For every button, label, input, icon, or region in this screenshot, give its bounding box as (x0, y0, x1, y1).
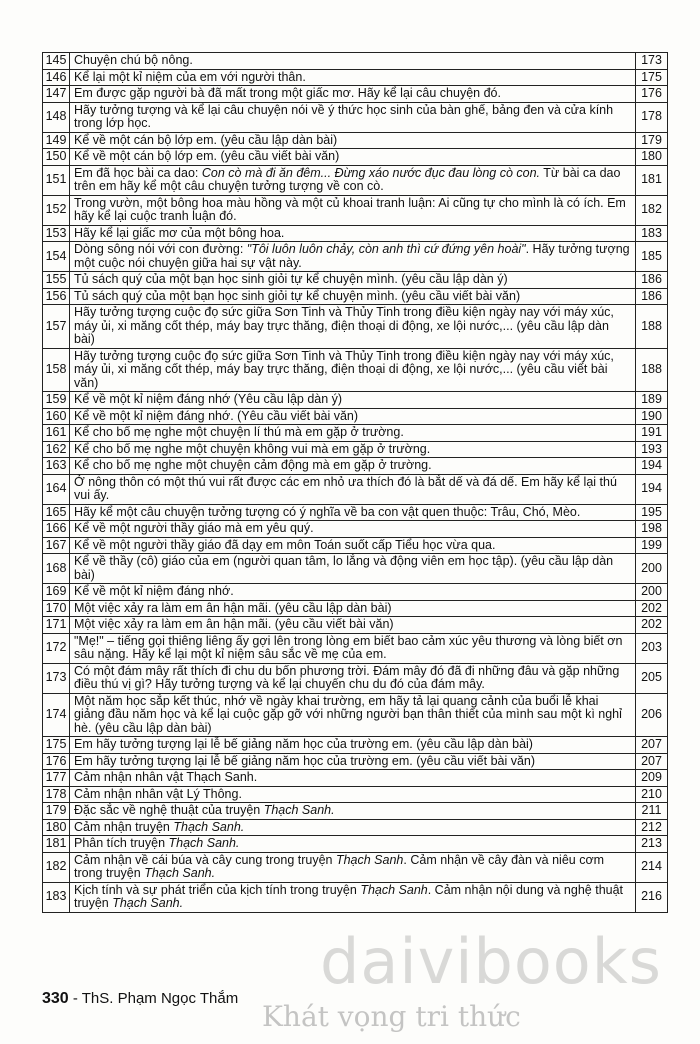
table-row (43, 288, 668, 305)
row-title: Cảm nhận truyện Thạch Sanh. (70, 819, 636, 836)
row-page: 207 (636, 753, 668, 770)
table-row (43, 803, 668, 820)
row-title: Cảm nhận về cái búa và cây cung trong truyện Thạch Sanh. Cảm nhận về cây đàn và niêu cơm trong truyện Thạch Sanh. (70, 852, 636, 882)
table-row (43, 737, 668, 754)
row-title: Một năm học sắp kết thúc, nhớ về ngày khai trường, em hãy tả lại quang cảnh của buổi lễ khai giảng đầu năm học và kể lại cuộc gặp gỡ với những người bạn thân thiết của mình sau một kì nghỉ hè. (yêu cầu lập dàn bài) (70, 693, 636, 737)
table-row (43, 425, 668, 442)
table-row (43, 633, 668, 663)
row-number: 175 (43, 737, 70, 754)
author-name: ThS. Phạm Ngọc Thắm (81, 990, 239, 1007)
row-number: 152 (43, 195, 70, 225)
row-number: 150 (43, 149, 70, 166)
row-page: 194 (636, 474, 668, 504)
row-title: Dòng sông nói với con đường: "Tôi luôn luôn chảy, còn anh thì cứ đứng yên hoài". Hãy tưởng tượng một cuộc nói chuyện giữa hai sự vật này. (70, 242, 636, 272)
row-number: 180 (43, 819, 70, 836)
table-row (43, 392, 668, 409)
row-title: Tủ sách quý của một bạn học sinh giỏi tự kể chuyện mình. (yêu cầu lập dàn ý) (70, 272, 636, 289)
row-page: 175 (636, 69, 668, 86)
row-number: 178 (43, 786, 70, 803)
row-page: 189 (636, 392, 668, 409)
row-number: 163 (43, 458, 70, 475)
watermark-logo: daivibooks (320, 925, 662, 998)
row-number: 181 (43, 836, 70, 853)
table-row (43, 225, 668, 242)
row-page: 203 (636, 633, 668, 663)
page-footer (42, 990, 238, 1008)
row-number: 169 (43, 584, 70, 601)
row-number: 183 (43, 882, 70, 912)
table-row (43, 132, 668, 149)
table-row (43, 786, 668, 803)
row-page: 173 (636, 53, 668, 70)
row-number: 176 (43, 753, 70, 770)
row-title: Kể về một kỉ niệm đáng nhớ. (Yêu cầu viết bài văn) (70, 408, 636, 425)
row-title: Kịch tính và sự phát triển của kịch tính trong truyện Thạch Sanh. Cảm nhận nội dung và nghệ thuật truyện Thạch Sanh. (70, 882, 636, 912)
table-row (43, 474, 668, 504)
row-title: Hãy tưởng tượng cuộc đọ sức giữa Sơn Tinh và Thủy Tinh trong điều kiện ngày nay với máy xúc, máy ủi, xi măng cốt thép, máy bay trực thăng, điện thoại di động, xe lội nước,... (yêu cầu lập dàn bài) (70, 305, 636, 349)
row-title: Kể về thầy (cô) giáo của em (người quan tâm, lo lắng và động viên em học tập). (yêu cầu lập dàn bài) (70, 554, 636, 584)
table-row (43, 165, 668, 195)
row-title: Kể về một người thầy giáo đã dạy em môn Toán suốt cấp Tiểu học vừa qua. (70, 537, 636, 554)
row-page: 181 (636, 165, 668, 195)
row-number: 162 (43, 441, 70, 458)
row-page: 180 (636, 149, 668, 166)
row-title: Kể về một kỉ niệm đáng nhớ. (70, 584, 636, 601)
page-number: 330 (42, 990, 69, 1007)
row-number: 146 (43, 69, 70, 86)
row-title: Kể cho bố mẹ nghe một chuyện lí thú mà em gặp ở trường. (70, 425, 636, 442)
table-row (43, 348, 668, 392)
table-row (43, 53, 668, 70)
row-title: Cảm nhận nhân vật Lý Thông. (70, 786, 636, 803)
row-title: Kể cho bố mẹ nghe một chuyện không vui mà em gặp ở trường. (70, 441, 636, 458)
row-page: 209 (636, 770, 668, 787)
table-row (43, 882, 668, 912)
row-number: 177 (43, 770, 70, 787)
row-number: 170 (43, 600, 70, 617)
row-title: Phân tích truyện Thạch Sanh. (70, 836, 636, 853)
row-page: 200 (636, 554, 668, 584)
row-number: 166 (43, 521, 70, 538)
table-of-contents (42, 52, 668, 913)
table-row (43, 753, 668, 770)
row-title: Em đã học bài ca dao: Con cò mà đi ăn đêm... Đừng xáo nước đục đau lòng cò con. Từ bài ca dao trên em hãy kể một câu chuyện tưởng tượng về con cò. (70, 165, 636, 195)
row-number: 179 (43, 803, 70, 820)
row-page: 207 (636, 737, 668, 754)
row-number: 168 (43, 554, 70, 584)
row-page: 195 (636, 504, 668, 521)
row-page: 214 (636, 852, 668, 882)
row-title: Kể về một kỉ niệm đáng nhớ (Yêu cầu lập dàn ý) (70, 392, 636, 409)
table-row (43, 86, 668, 103)
row-number: 158 (43, 348, 70, 392)
row-page: 202 (636, 600, 668, 617)
row-page: 194 (636, 458, 668, 475)
row-page: 193 (636, 441, 668, 458)
row-title: Ở nông thôn có một thú vui rất được các em nhỏ ưa thích đó là bắt dế và đá dế. Em hãy kể lại thú vui ấy. (70, 474, 636, 504)
row-title: Hãy tưởng tượng cuộc đọ sức giữa Sơn Tinh và Thủy Tinh trong điều kiện ngày nay với máy xúc, máy ủi, xi măng cốt thép, máy bay trực thăng, điện thoại di động, xe lội nước,... (yêu cầu viết bài văn) (70, 348, 636, 392)
row-page: 190 (636, 408, 668, 425)
table-row (43, 537, 668, 554)
row-page: 188 (636, 348, 668, 392)
table-row (43, 149, 668, 166)
row-number: 157 (43, 305, 70, 349)
table-row (43, 617, 668, 634)
row-number: 182 (43, 852, 70, 882)
row-number: 167 (43, 537, 70, 554)
row-number: 174 (43, 693, 70, 737)
table-row (43, 600, 668, 617)
row-title: Kể lại một kỉ niệm của em với người thân. (70, 69, 636, 86)
row-number: 164 (43, 474, 70, 504)
row-page: 191 (636, 425, 668, 442)
row-title: Một việc xảy ra làm em ân hận mãi. (yêu cầu lập dàn bài) (70, 600, 636, 617)
row-number: 148 (43, 102, 70, 132)
row-page: 212 (636, 819, 668, 836)
watermark-slogan: Khát vọng tri thức (262, 1000, 521, 1033)
row-page: 213 (636, 836, 668, 853)
table-row (43, 441, 668, 458)
row-number: 171 (43, 617, 70, 634)
row-page: 200 (636, 584, 668, 601)
table-row (43, 195, 668, 225)
row-page: 205 (636, 663, 668, 693)
row-page: 211 (636, 803, 668, 820)
row-number: 154 (43, 242, 70, 272)
row-title: Hãy kể một câu chuyện tưởng tượng có ý nghĩa về ba con vật quen thuộc: Trâu, Chó, Mèo. (70, 504, 636, 521)
row-page: 185 (636, 242, 668, 272)
row-number: 161 (43, 425, 70, 442)
row-title: Kể về một cán bộ lớp em. (yêu cầu viết bài văn) (70, 149, 636, 166)
row-number: 172 (43, 633, 70, 663)
table-row (43, 663, 668, 693)
table-row (43, 408, 668, 425)
row-title: Hãy kể lại giấc mơ của một bông hoa. (70, 225, 636, 242)
row-number: 159 (43, 392, 70, 409)
row-title: Tủ sách quý của một bạn học sinh giỏi tự kể chuyện mình. (yêu cầu viết bài văn) (70, 288, 636, 305)
row-number: 155 (43, 272, 70, 289)
row-page: 216 (636, 882, 668, 912)
row-page: 210 (636, 786, 668, 803)
table-row (43, 852, 668, 882)
footer-separator: - (68, 990, 82, 1007)
table-row (43, 102, 668, 132)
row-title: Đặc sắc về nghệ thuật của truyện Thạch Sanh. (70, 803, 636, 820)
row-title: Em được gặp người bà đã mất trong một giấc mơ. Hãy kể lại câu chuyện đó. (70, 86, 636, 103)
table-row (43, 693, 668, 737)
row-number: 149 (43, 132, 70, 149)
row-page: 176 (636, 86, 668, 103)
table-row (43, 458, 668, 475)
row-title: Kể cho bố mẹ nghe một chuyện cảm động mà em gặp ở trường. (70, 458, 636, 475)
row-title: Một việc xảy ra làm em ân hận mãi. (yêu cầu viết bài văn) (70, 617, 636, 634)
table-row (43, 242, 668, 272)
table-row (43, 305, 668, 349)
row-page: 206 (636, 693, 668, 737)
row-title: Hãy tưởng tượng và kể lại câu chuyện nói về ý thức học sinh của bàn ghế, bảng đen và cửa kính trong lớp học. (70, 102, 636, 132)
row-page: 182 (636, 195, 668, 225)
row-number: 156 (43, 288, 70, 305)
row-title: Có một đám mây rất thích đi chu du bốn phương trời. Đám mây đó đã đi những đâu và gặp những điều thú vị gì? Hãy tưởng tượng và kể lại chuyến chu du đó của đám mây. (70, 663, 636, 693)
table-row (43, 819, 668, 836)
table-row (43, 504, 668, 521)
row-page: 183 (636, 225, 668, 242)
row-page: 179 (636, 132, 668, 149)
row-page: 188 (636, 305, 668, 349)
row-page: 198 (636, 521, 668, 538)
row-page: 199 (636, 537, 668, 554)
row-title: Kể về một người thầy giáo mà em yêu quý. (70, 521, 636, 538)
row-page: 186 (636, 288, 668, 305)
row-number: 153 (43, 225, 70, 242)
table-row (43, 272, 668, 289)
row-title: Em hãy tưởng tượng lại lễ bế giảng năm học của trường em. (yêu cầu viết bài văn) (70, 753, 636, 770)
row-title: Trong vườn, một bông hoa màu hồng và một củ khoai tranh luận: Ai cũng tự cho mình là có ích. Em hãy kể lại cuộc tranh luận đó. (70, 195, 636, 225)
row-page: 186 (636, 272, 668, 289)
table-row (43, 554, 668, 584)
row-number: 145 (43, 53, 70, 70)
row-number: 151 (43, 165, 70, 195)
row-title: "Mẹ!" – tiếng gọi thiêng liêng ấy gợi lên trong lòng em biết bao cảm xúc yêu thương và lòng biết ơn sâu nặng. Hãy kể lại một kỉ niệm sâu sắc về mẹ của em. (70, 633, 636, 663)
row-title: Kể về một cán bộ lớp em. (yêu cầu lập dàn bài) (70, 132, 636, 149)
row-number: 165 (43, 504, 70, 521)
row-number: 147 (43, 86, 70, 103)
table-row (43, 770, 668, 787)
row-title: Chuyện chú bộ nông. (70, 53, 636, 70)
row-title: Em hãy tưởng tượng lại lễ bế giảng năm học của trường em. (yêu cầu lập dàn bài) (70, 737, 636, 754)
table-row (43, 521, 668, 538)
table-row (43, 836, 668, 853)
row-title: Cảm nhận nhân vật Thạch Sanh. (70, 770, 636, 787)
table-row (43, 584, 668, 601)
table-row (43, 69, 668, 86)
row-page: 202 (636, 617, 668, 634)
row-page: 178 (636, 102, 668, 132)
row-number: 173 (43, 663, 70, 693)
row-number: 160 (43, 408, 70, 425)
